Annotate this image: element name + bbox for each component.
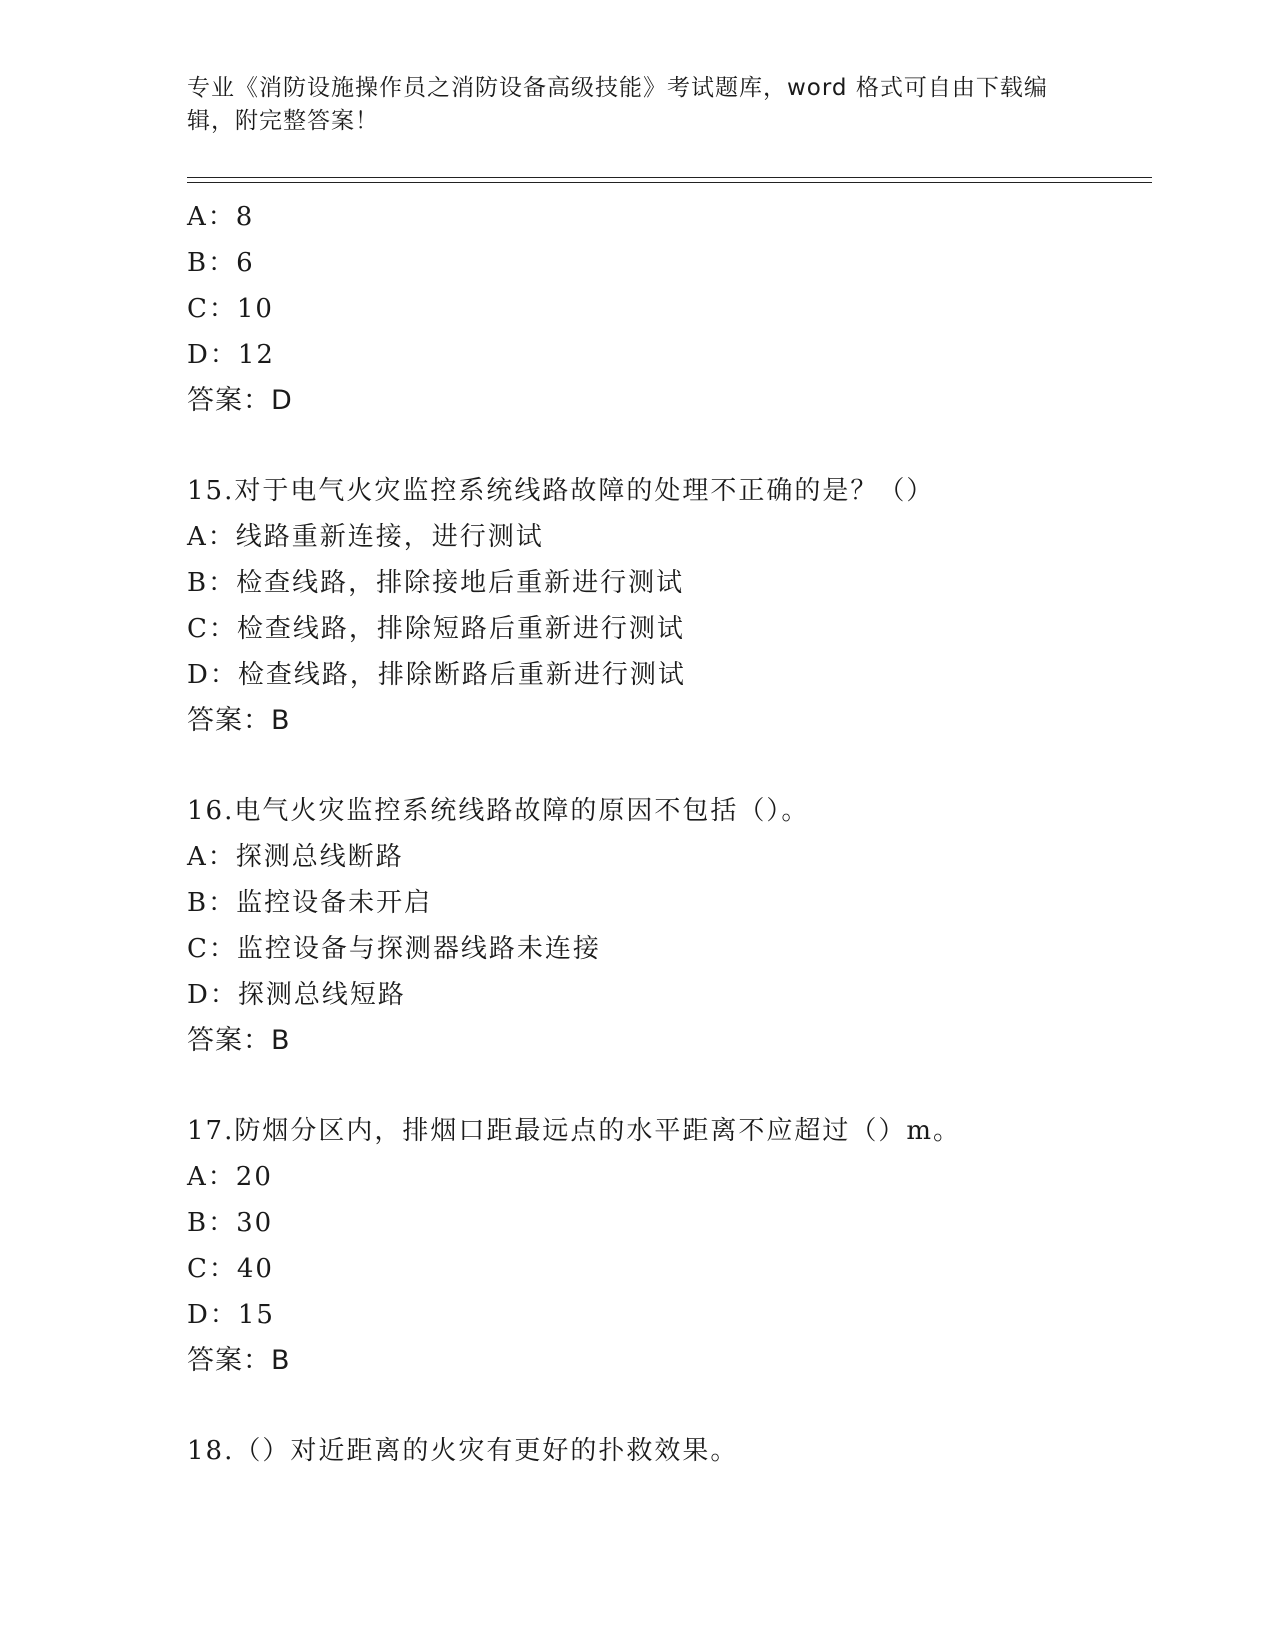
option-b: B：30 <box>187 1208 274 1238</box>
option-a: A：20 <box>187 1162 273 1192</box>
option-d: D：12 <box>187 340 275 370</box>
option-d: D：检查线路，排除断路后重新进行测试 <box>187 660 686 690</box>
option-b: B：监控设备未开启 <box>187 888 433 918</box>
option-d: D：探测总线短路 <box>187 980 406 1010</box>
question-stem: 17.防烟分区内，排烟口距最远点的水平距离不应超过（）m。 <box>187 1116 962 1146</box>
header-divider-bottom <box>187 182 1152 183</box>
option-c: C：40 <box>187 1254 274 1284</box>
question-stem: 16.电气火灾监控系统线路故障的原因不包括（）。 <box>187 796 810 826</box>
question-14-continued <box>187 194 1147 424</box>
header-line-1: 专业《消防设施操作员之消防设备高级技能》考试题库，word 格式可自由下载编 <box>187 75 1048 101</box>
option-a: A：线路重新连接，进行测试 <box>187 522 544 552</box>
document-header <box>187 72 1087 138</box>
answer: 答案：D <box>187 385 293 416</box>
option-c: C：10 <box>187 294 274 324</box>
option-c: C：检查线路，排除短路后重新进行测试 <box>187 614 685 644</box>
answer: 答案：B <box>187 1345 291 1376</box>
option-d: D：15 <box>187 1300 275 1330</box>
header-divider-top <box>187 177 1152 178</box>
question-18 <box>187 1428 1147 1474</box>
option-c: C：监控设备与探测器线路未连接 <box>187 934 601 964</box>
header-line-2: 辑，附完整答案！ <box>187 108 379 134</box>
question-16 <box>187 788 1147 1064</box>
question-list <box>187 194 1147 1474</box>
option-a: A：探测总线断路 <box>187 842 404 872</box>
answer: 答案：B <box>187 1025 291 1056</box>
question-15 <box>187 468 1147 744</box>
option-a: A：8 <box>187 202 255 232</box>
answer: 答案：B <box>187 705 291 736</box>
question-stem: 15.对于电气火灾监控系统线路故障的处理不正确的是？（） <box>187 476 935 506</box>
option-b: B：检查线路，排除接地后重新进行测试 <box>187 568 685 598</box>
option-b: B：6 <box>187 248 255 278</box>
question-stem: 18.（）对近距离的火灾有更好的扑救效果。 <box>187 1436 739 1466</box>
question-17 <box>187 1108 1147 1384</box>
